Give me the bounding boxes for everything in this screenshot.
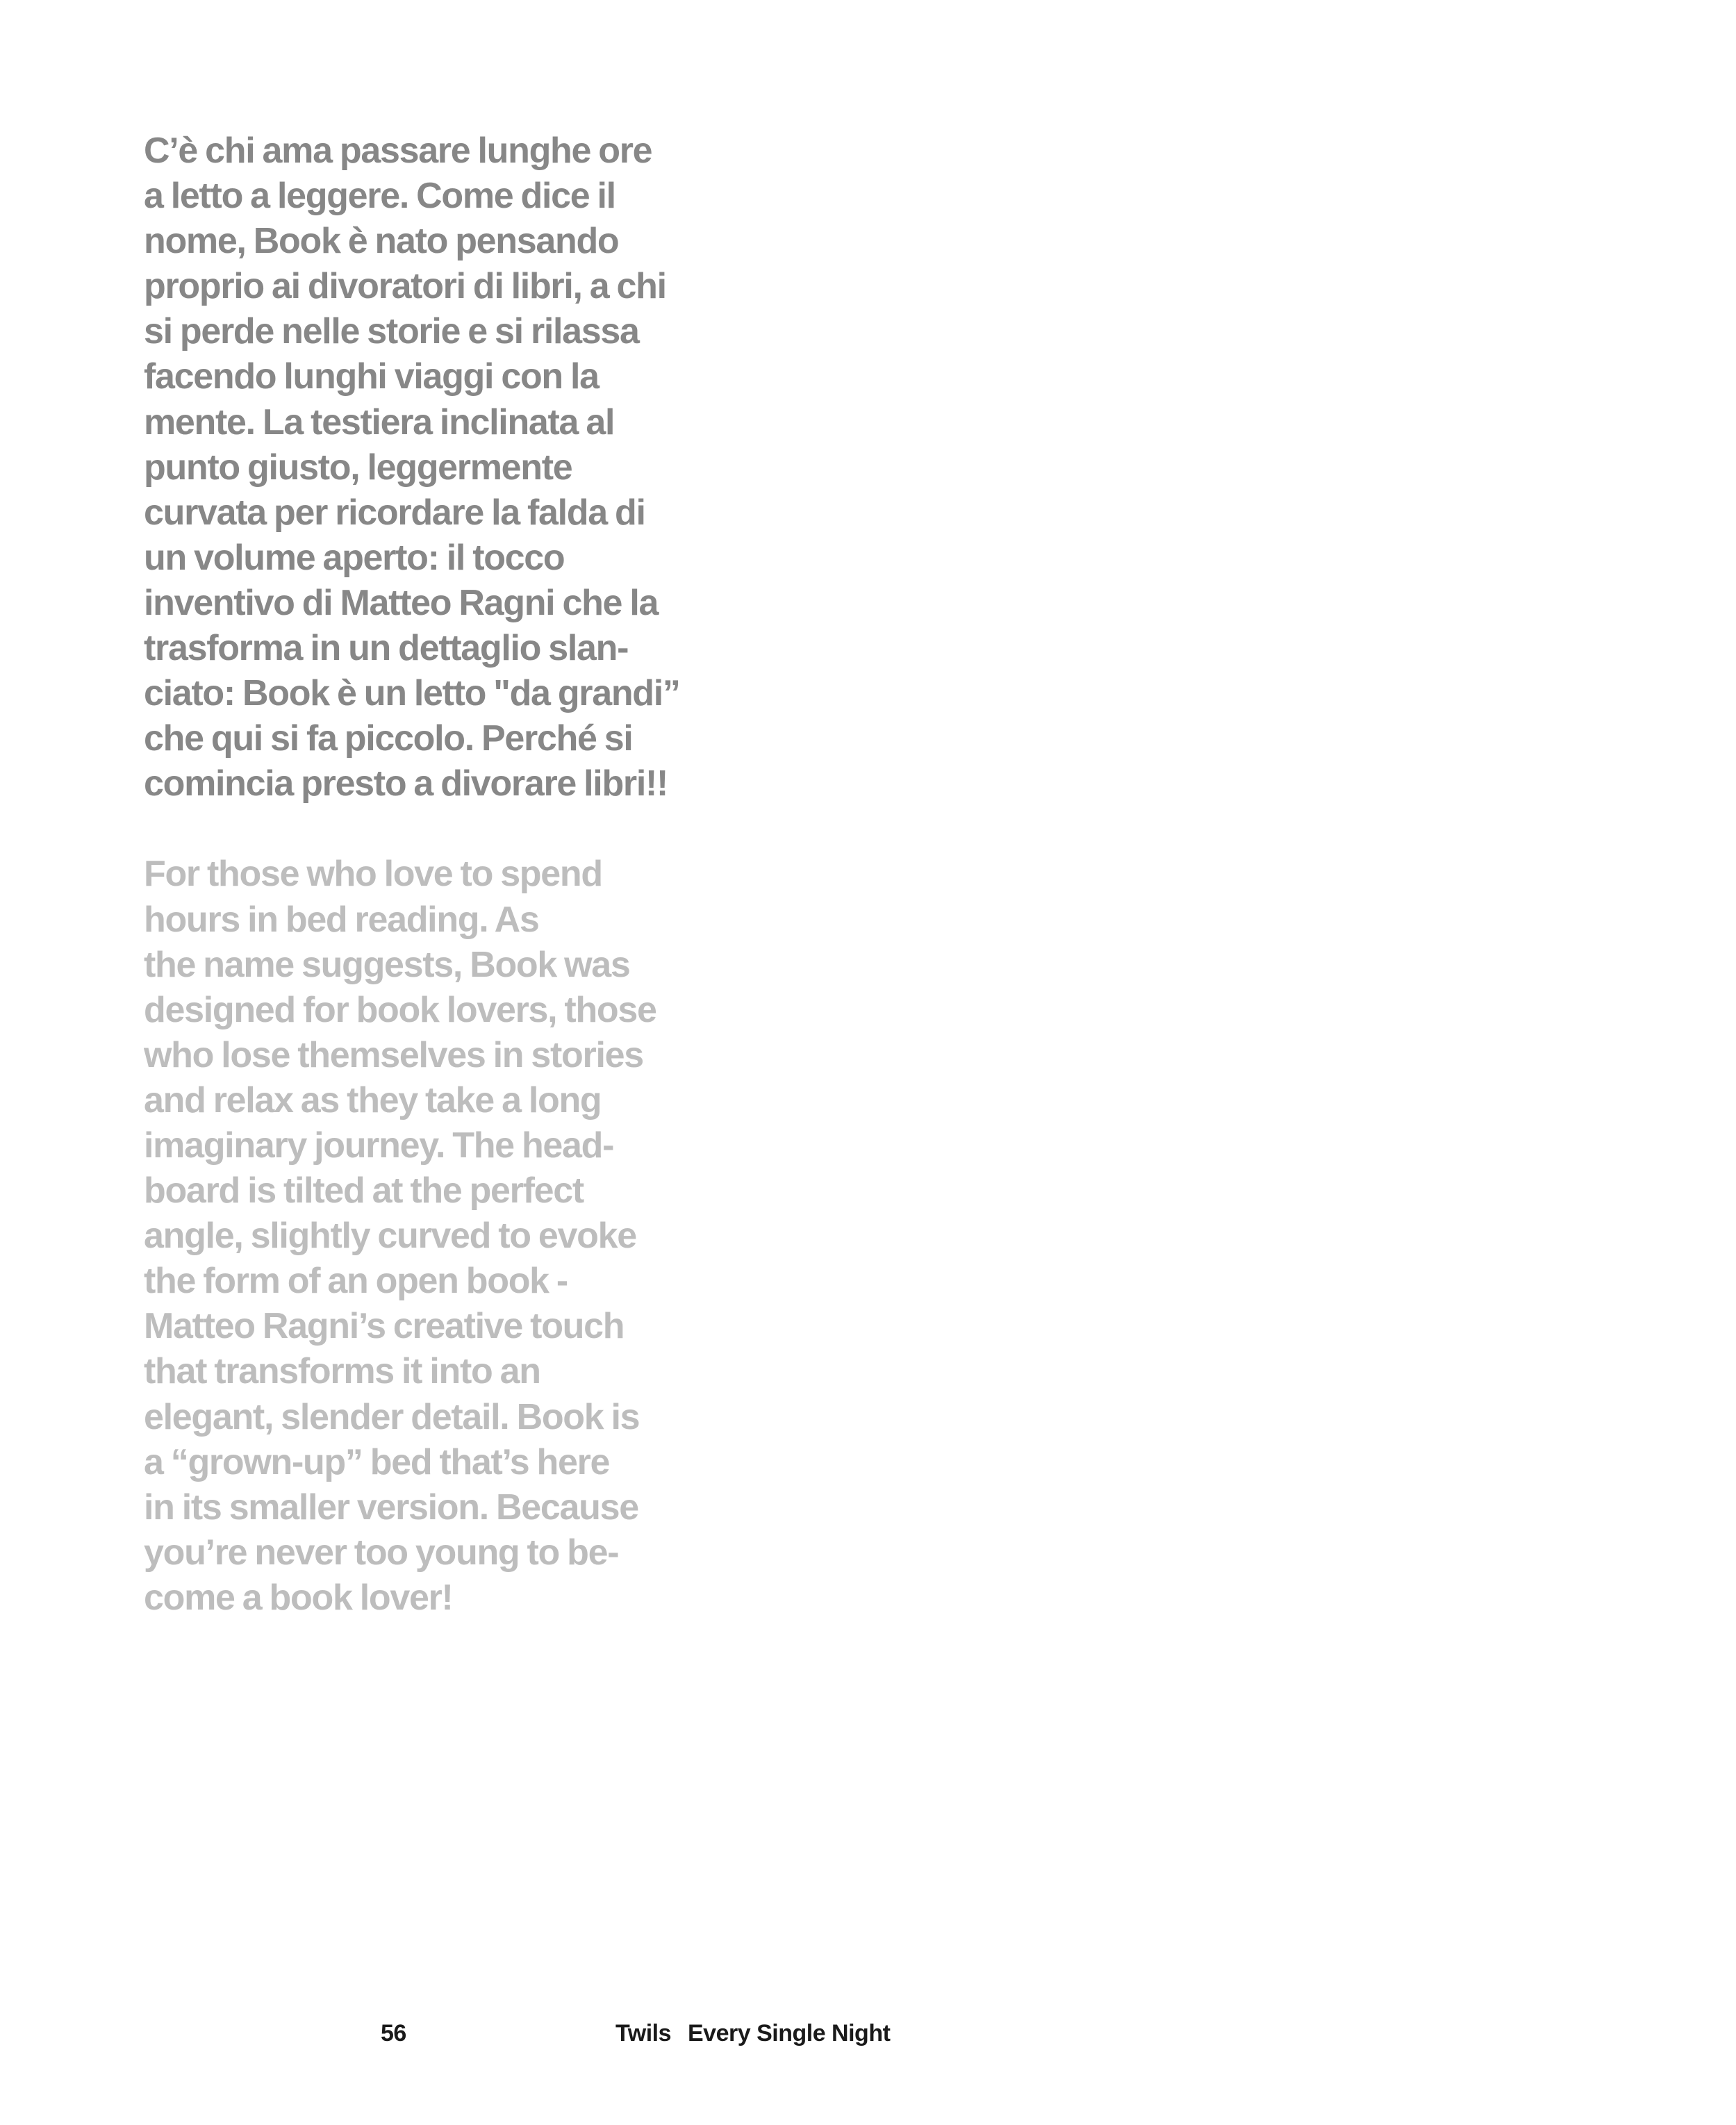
english-line: who lose themselves in stories bbox=[144, 1034, 643, 1075]
english-line: and relax as they take a long bbox=[144, 1080, 602, 1121]
italian-line: che qui si fa piccolo. Perché si bbox=[144, 718, 633, 759]
english-line: angle, slightly curved to evoke bbox=[144, 1216, 636, 1257]
english-line: board is tilted at the perfect bbox=[144, 1171, 584, 1212]
italian-line: facendo lunghi viaggi con la bbox=[144, 356, 599, 397]
italian-paragraph bbox=[144, 129, 720, 807]
english-line: come a book lover! bbox=[144, 1577, 453, 1618]
italian-line: proprio ai divoratori di libri, a chi bbox=[144, 266, 666, 307]
english-line: you’re never too young to be- bbox=[144, 1532, 619, 1573]
english-line: in its smaller version. Because bbox=[144, 1487, 638, 1528]
italian-line: si perde nelle storie e si rilassa bbox=[144, 311, 639, 352]
english-line: that transforms it into an bbox=[144, 1351, 540, 1392]
english-line: Matteo Ragni’s creative touch bbox=[144, 1306, 625, 1347]
italian-line: mente. La testiera inclinata al bbox=[144, 402, 615, 443]
page-footer bbox=[0, 2020, 1736, 2062]
italian-line: curvata per ricordare la falda di bbox=[144, 492, 645, 533]
english-line: the name suggests, Book was bbox=[144, 944, 630, 985]
english-line: elegant, slender detail. Book is bbox=[144, 1396, 640, 1437]
text-column bbox=[144, 129, 720, 1621]
italian-line: comincia presto a divorare libri!! bbox=[144, 763, 668, 804]
english-line: designed for book lovers, those bbox=[144, 989, 656, 1030]
italian-line: nome, Book è nato pensando bbox=[144, 221, 619, 262]
italian-line: inventivo di Matteo Ragni che la bbox=[144, 582, 659, 623]
italian-line: C’è chi ama passare lunghe ore bbox=[144, 131, 652, 171]
english-line: the form of an open book - bbox=[144, 1261, 568, 1302]
english-paragraph bbox=[144, 852, 720, 1621]
italian-line: un volume aperto: il tocco bbox=[144, 537, 565, 578]
footer-brand: Twils bbox=[615, 2020, 671, 2047]
english-line: hours in bed reading. As bbox=[144, 899, 539, 940]
italian-line: punto giusto, leggermente bbox=[144, 447, 572, 488]
page-number: 56 bbox=[381, 2020, 406, 2047]
english-line: a “grown-up” bed that’s here bbox=[144, 1441, 610, 1482]
english-line: imaginary journey. The head- bbox=[144, 1125, 614, 1166]
footer-publication-title: Every Single Night bbox=[688, 2020, 891, 2047]
italian-line: ciato: Book è un letto "da grandi” bbox=[144, 673, 680, 714]
italian-line: a letto a leggere. Come dice il bbox=[144, 176, 615, 217]
english-line: For those who love to spend bbox=[144, 854, 602, 895]
italian-line: trasforma in un dettaglio slan- bbox=[144, 628, 629, 669]
